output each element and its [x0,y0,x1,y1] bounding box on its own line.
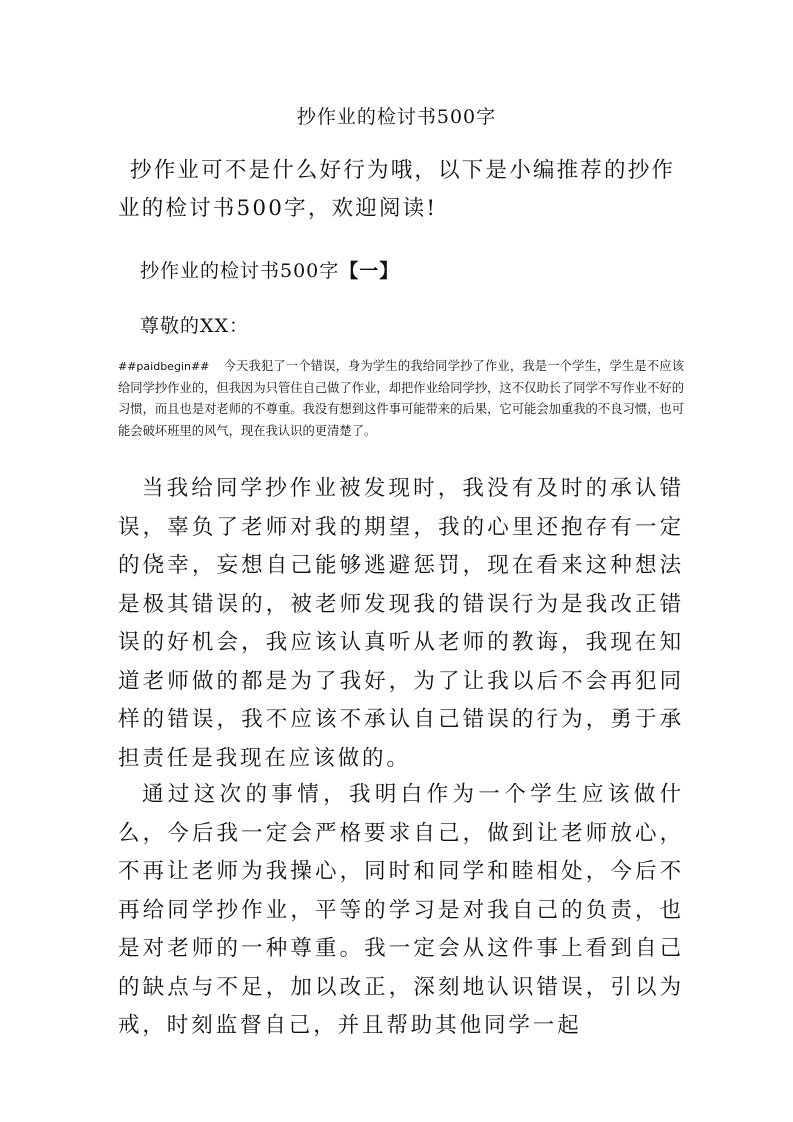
small-paragraph-text: 今天我犯了一个错误，身为学生的我给同学抄了作业，我是一个学生，学生是不应该给同学抄作业的，但我因为只管住自己做了作业，却把作业给同学抄，这不仅助长了同学不写作业不好的习惯，而且也是对老师的不尊重。我没有想到这件事可能带来的后果，它可能会加重我的不良习惯，也可能会破坏班里的风气，现在我认识的更清楚了。 [118,359,684,438]
small-paragraph [118,356,684,442]
section-subtitle [140,258,399,284]
paid-marker: ##paidbegin## [118,360,210,373]
intro-paragraph: 抄作业可不是什么好行为哦，以下是小编推荐的抄作业的检讨书500字，欢迎阅读! [118,158,676,221]
salutation: 尊敬的XX： [140,315,250,337]
body-paragraph-1: 当我给同学抄作业被发现时，我没有及时的承认错误，辜负了老师对我的期望，我的心里还抱存有一定的侥幸，妄想自己能够逃避惩罚，现在看来这种想法是极其错误的，被老师发现我的错误行为是我改正错误的好机会，我应该认真听从老师的教诲，我现在知道老师做的都是为了我好，为了让我以后不会再犯同样的错误，我不应该不承认自己错误的行为，勇于承担责任是我现在应该做的。 [118,476,684,771]
body-paragraph-2: 通过这次的事情，我明白作为一个学生应该做什么，今后我一定会严格要求自己，做到让老师放心，不再让老师为我操心，同时和同学和睦相处，今后不再给同学抄作业，平等的学习是对我自己的负责，也是对老师的一种尊重。我一定会从这件事上看到自己的缺点与不足，加以改正，深刻地认识错误，引以为戒，时刻监督自己，并且帮助其他同学一起 [118,782,684,1038]
document-title: 抄作业的检讨书500字 [296,106,497,128]
subtitle-bracket: 【一】 [339,260,400,282]
subtitle-text: 抄作业的检讨书500字 [140,260,340,282]
